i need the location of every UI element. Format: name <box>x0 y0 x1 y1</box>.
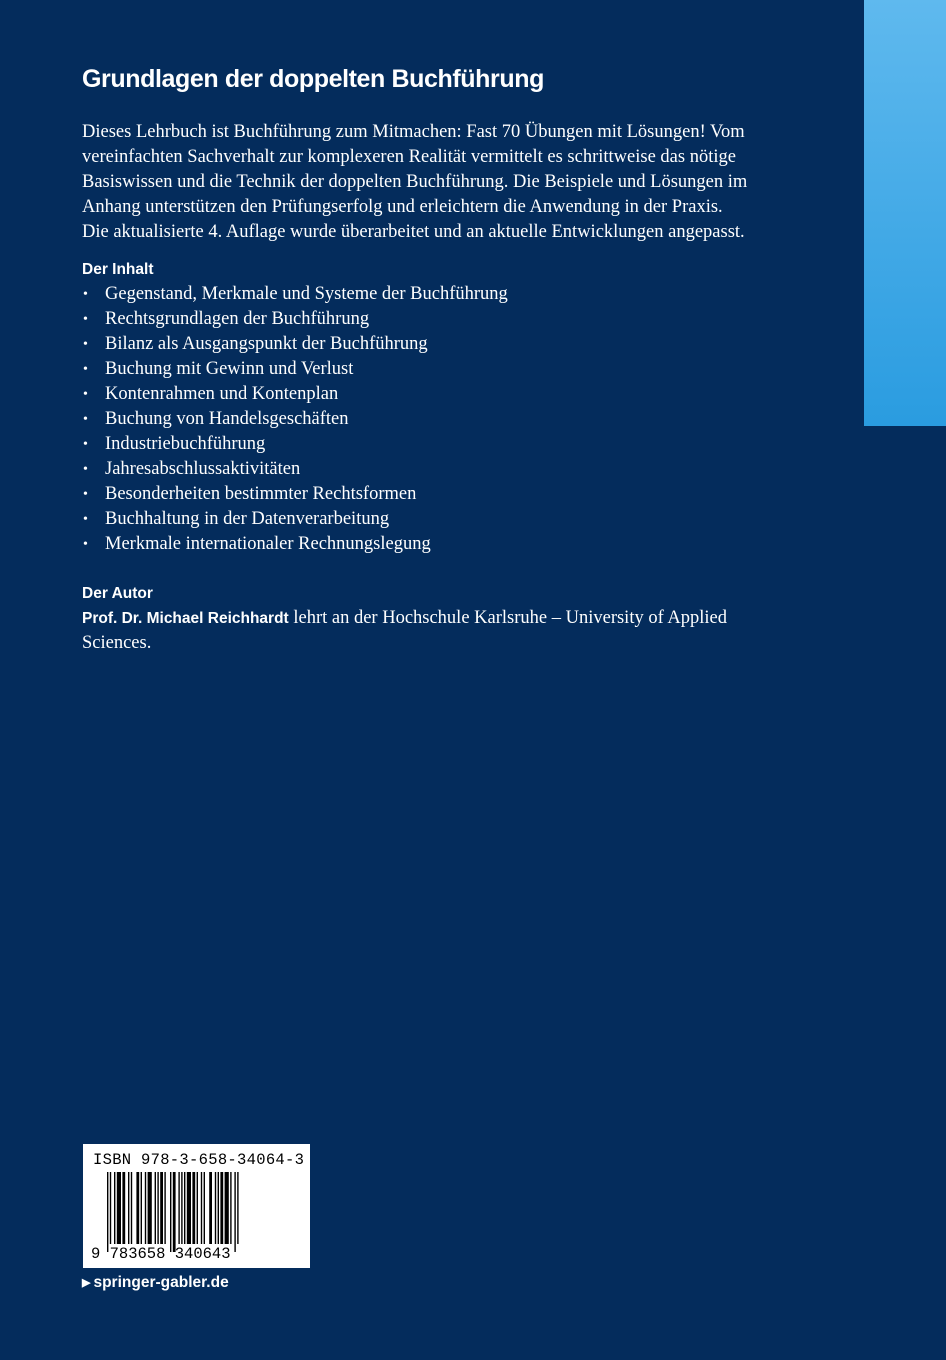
barcode-bar <box>237 1172 238 1244</box>
barcode-bar <box>170 1172 171 1252</box>
author-bio <box>82 606 727 656</box>
barcode-bar <box>220 1172 223 1244</box>
list-item: • Merkmale internationaler Rechnungslegung <box>82 532 508 557</box>
accent-bar <box>864 0 946 426</box>
barcode-bar <box>114 1172 115 1244</box>
barcode-bar <box>187 1172 191 1244</box>
list-item: • Jahresabschlussaktivitäten <box>82 457 508 482</box>
barcode-bar <box>110 1172 111 1244</box>
barcode-bar <box>136 1172 139 1244</box>
contents-heading: Der Inhalt <box>82 261 154 278</box>
author-bio-text: lehrt an der Hochschule Karlsruhe – University of Applied <box>288 608 727 628</box>
publisher-website: springer-gabler.de <box>93 1274 229 1291</box>
description-line: Die aktualisierte 4. Auflage wurde überarbeitet und an aktuelle Entwicklungen angepasst. <box>82 222 745 242</box>
list-item: • Gegenstand, Merkmale und Systeme der Buchführung <box>82 282 508 307</box>
list-item: • Buchung von Handelsgeschäften <box>82 407 508 432</box>
triangle-right-icon: ▶ <box>82 1277 91 1289</box>
isbn-label: ISBN 978-3-658-34064-3 <box>93 1151 305 1169</box>
barcode-bar <box>157 1172 158 1244</box>
book-description <box>82 120 782 245</box>
author-bio-line: Sciences. <box>82 633 152 653</box>
barcode-bar <box>107 1172 108 1252</box>
barcode-bar <box>155 1172 156 1244</box>
barcode-bar <box>204 1172 205 1244</box>
list-item: • Kontenrahmen und Kontenplan <box>82 382 508 407</box>
list-item: • Buchhaltung in der Datenverarbeitung <box>82 507 508 532</box>
barcode-bar <box>145 1172 146 1244</box>
book-title: Grundlagen der doppelten Buchführung <box>82 65 544 93</box>
barcode-bar <box>141 1172 142 1244</box>
barcode-bar <box>178 1172 179 1244</box>
barcode-bar <box>201 1172 202 1244</box>
description-line: vereinfachten Sachverhalt zur komplexeren Realität vermittelt es schrittweise das nötige <box>82 147 736 167</box>
barcode-bar <box>181 1172 182 1244</box>
list-item: • Rechtsgrundlagen der Buchführung <box>82 307 508 332</box>
author-heading: Der Autor <box>82 585 153 602</box>
barcode-bar <box>148 1172 152 1244</box>
barcode-bar <box>160 1172 163 1244</box>
author-name: Prof. Dr. Michael Reichhardt <box>82 610 289 627</box>
description-line: Basiswissen und die Technik der doppelten Buchführung. Die Beispiele und Lösungen im <box>82 172 748 192</box>
barcode-bar <box>215 1172 216 1244</box>
barcode-bar <box>184 1172 185 1244</box>
barcode-bar <box>197 1172 198 1244</box>
barcode-bar <box>192 1172 195 1244</box>
description-line: Dieses Lehrbuch ist Buchführung zum Mitmachen: Fast 70 Übungen mit Lösungen! Vom <box>82 122 745 142</box>
barcode-bar <box>225 1172 229 1244</box>
barcode-digits: 9 783658 340643 <box>91 1245 231 1263</box>
barcode-bar <box>117 1172 121 1244</box>
description-line: Anhang unterstützen den Prüfungserfolg und erleichtern die Anwendung in der Praxis. <box>82 197 723 217</box>
author-bio-line <box>82 606 727 631</box>
barcode-bar <box>234 1172 235 1252</box>
barcode-bar <box>230 1172 231 1244</box>
barcode-bar <box>164 1172 165 1244</box>
list-item: • Industriebuchführung <box>82 432 508 457</box>
list-item: • Buchung mit Gewinn und Verlust <box>82 357 508 382</box>
isbn-barcode <box>83 1144 310 1268</box>
barcode-bar <box>173 1172 176 1252</box>
list-item: • Besonderheiten bestimmter Rechtsformen <box>82 482 508 507</box>
barcode-bar <box>218 1172 219 1244</box>
barcode-bar <box>128 1172 129 1244</box>
barcode-bar <box>122 1172 125 1244</box>
barcode-bar <box>209 1172 212 1244</box>
contents-list <box>82 282 508 557</box>
barcode-bar <box>131 1172 132 1244</box>
barcode-bars <box>107 1172 283 1252</box>
list-item: • Bilanz als Ausgangspunkt der Buchführung <box>82 332 508 357</box>
publisher-link[interactable] <box>82 1272 229 1294</box>
